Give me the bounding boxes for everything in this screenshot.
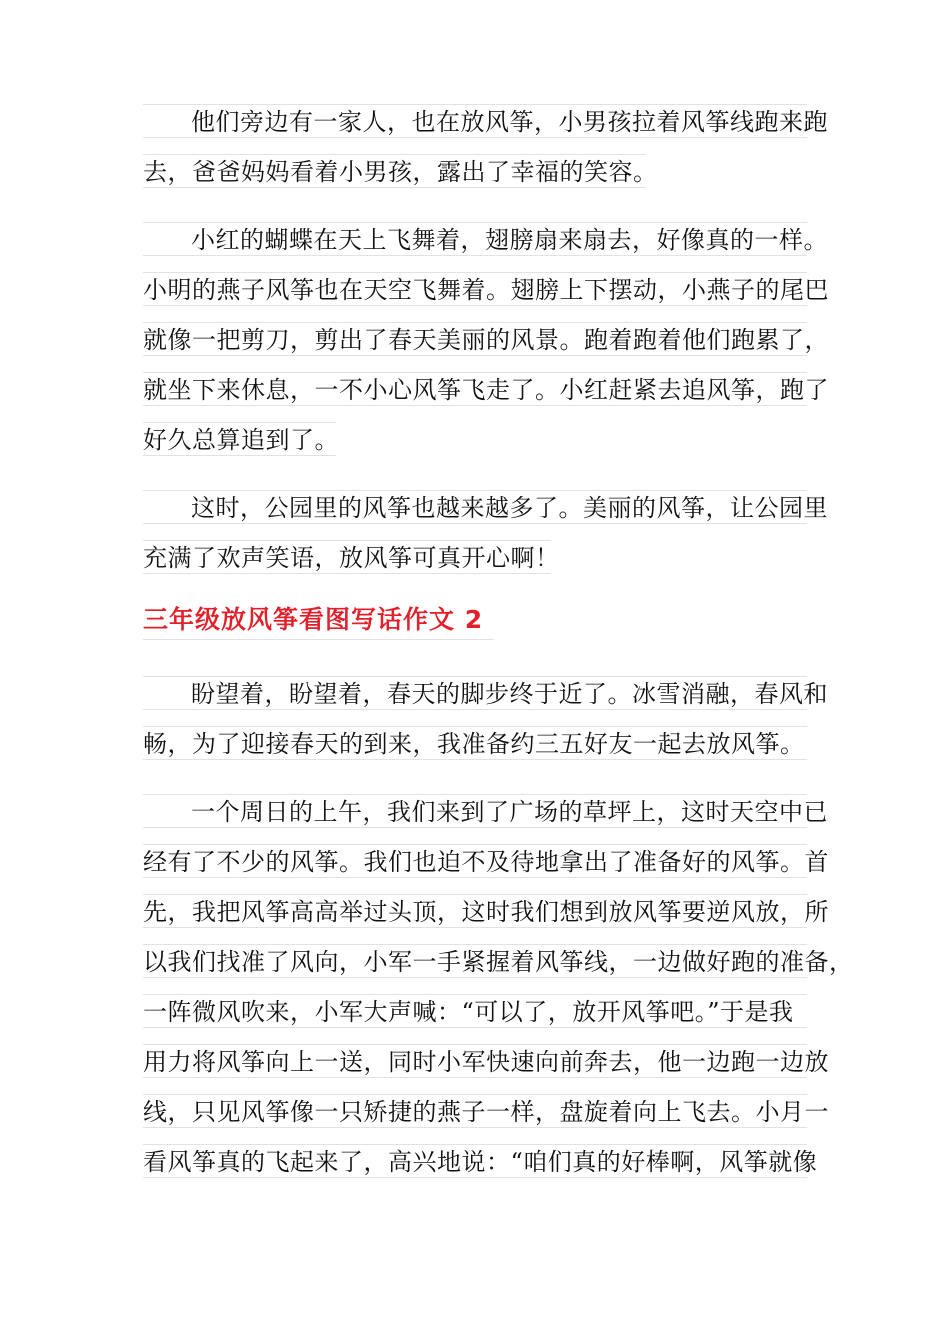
text-line: 先，我把风筝高高举过头顶，这时我们想到放风筝要逆风放，所 — [143, 894, 807, 928]
text-line: 用力将风筝向上一送，同时小军快速向前奔去，他一边跑一边放 — [143, 1044, 807, 1078]
text-line: 就坐下来休息，一不小心风筝飞走了。小红赶紧去追风筝，跑了 — [143, 372, 807, 406]
text-line: 以我们找准了风向，小军一手紧握着风筝线，一边做好跑的准备， — [143, 944, 807, 978]
text-line: 小明的燕子风筝也在天空飞舞着。翅膀上下摆动，小燕子的尾巴 — [143, 272, 807, 306]
text-line: 他们旁边有一家人，也在放风筝，小男孩拉着风筝线跑来跑 — [143, 104, 807, 138]
section-heading: 三年级放风筝看图写话作文 2 — [143, 600, 493, 640]
text-line: 充满了欢声笑语，放风筝可真开心啊！ — [143, 540, 551, 574]
text-line: 经有了不少的风筝。我们也迫不及待地拿出了准备好的风筝。首 — [143, 844, 807, 878]
text-line: 这时，公园里的风筝也越来越多了。美丽的风筝，让公园里 — [143, 490, 807, 524]
text-line: 线，只见风筝像一只矫捷的燕子一样，盘旋着向上飞去。小月一 — [143, 1094, 807, 1128]
text-line: 一个周日的上午，我们来到了广场的草坪上，这时天空中已 — [143, 794, 807, 828]
text-line: 好久总算追到了。 — [143, 422, 336, 456]
text-line: 一阵微风吹来，小军大声喊：“可以了，放开风筝吧。”于是我 — [143, 994, 807, 1028]
text-line: 看风筝真的飞起来了，高兴地说：“咱们真的好棒啊，风筝就像 — [143, 1144, 807, 1178]
text-line: 畅，为了迎接春天的到来，我准备约三五好友一起去放风筝。 — [143, 726, 807, 760]
text-line: 去，爸爸妈妈看着小男孩，露出了幸福的笑容。 — [143, 154, 646, 188]
text-line: 小红的蝴蝶在天上飞舞着，翅膀扇来扇去，好像真的一样。 — [143, 222, 807, 256]
text-line: 就像一把剪刀，剪出了春天美丽的风景。跑着跑着他们跑累了， — [143, 322, 807, 356]
text-line: 盼望着，盼望着，春天的脚步终于近了。冰雪消融，春风和 — [143, 676, 807, 710]
